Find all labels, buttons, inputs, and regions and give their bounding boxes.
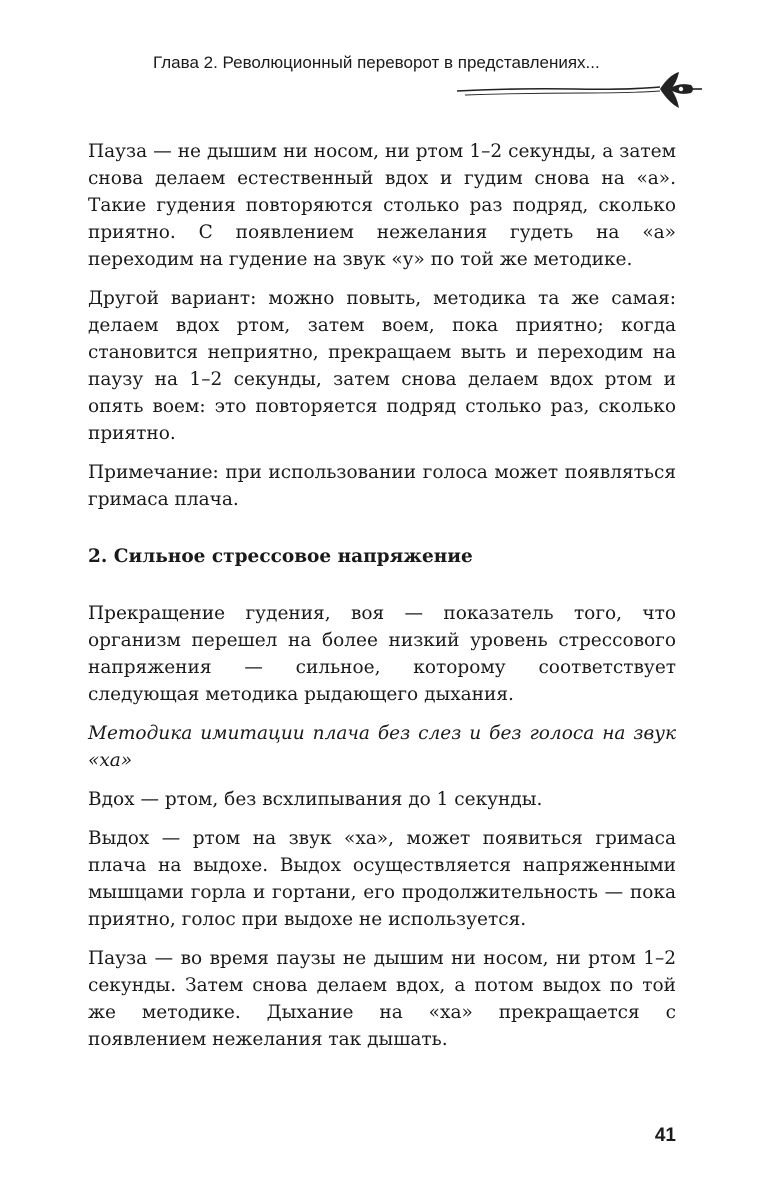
section-heading: 2. Сильное стрессовое напряжение bbox=[88, 546, 473, 567]
method-title: Методика имитации плача без слез и без голоса на звук «ха» bbox=[88, 723, 676, 771]
paragraph: Вдох — ртом, без всхлипывания до 1 секунды. bbox=[88, 789, 543, 810]
header-ornament bbox=[455, 70, 705, 110]
paragraph: Примечание: при использовании голоса может появляться гримаса плача. bbox=[88, 462, 676, 510]
page-number: 41 bbox=[654, 1125, 676, 1146]
paragraph: Пауза — во время паузы не дышим ни носом, ни ртом 1–2 секунды. Затем снова делаем вдох, а потом выдох по той же методике. Дыхание на «ха» прекращается с появлением нежелания так дышать. bbox=[88, 948, 676, 1050]
page-body bbox=[88, 138, 676, 1053]
paragraph: Прекращение гудения, воя — показатель того, что организм перешел на более низкий уровень стрессового напряжения — сильное, которому соответствует следующая методика рыдающего дыхания. bbox=[88, 603, 676, 705]
paragraph: Выдох — ртом на звук «ха», может появиться гримаса плача на выдохе. Выдох осуществляется напряженными мышцами горла и гортани, его продолжительность — пока приятно, голос при выдохе не используется. bbox=[88, 828, 676, 930]
running-header-title: Глава 2. Революционный переворот в представлениях... bbox=[153, 53, 600, 72]
paragraph: Пауза — не дышим ни носом, ни ртом 1–2 секунды, а затем снова делаем естественный вдох и гудим снова на «а». Такие гудения повторяются столько раз подряд, сколько приятно. С появлением нежелания гудеть на «а» переходим на гудение на звук «у» по той же методике. bbox=[88, 141, 676, 270]
paragraph: Другой вариант: можно повыть, методика та же самая: делаем вдох ртом, затем воем, пока приятно; когда становится неприятно, прекращаем выть и переходим на паузу на 1–2 секунды, затем снова делаем вдох ртом и опять воем: это повторяется подряд столько раз, сколько приятно. bbox=[88, 288, 676, 444]
